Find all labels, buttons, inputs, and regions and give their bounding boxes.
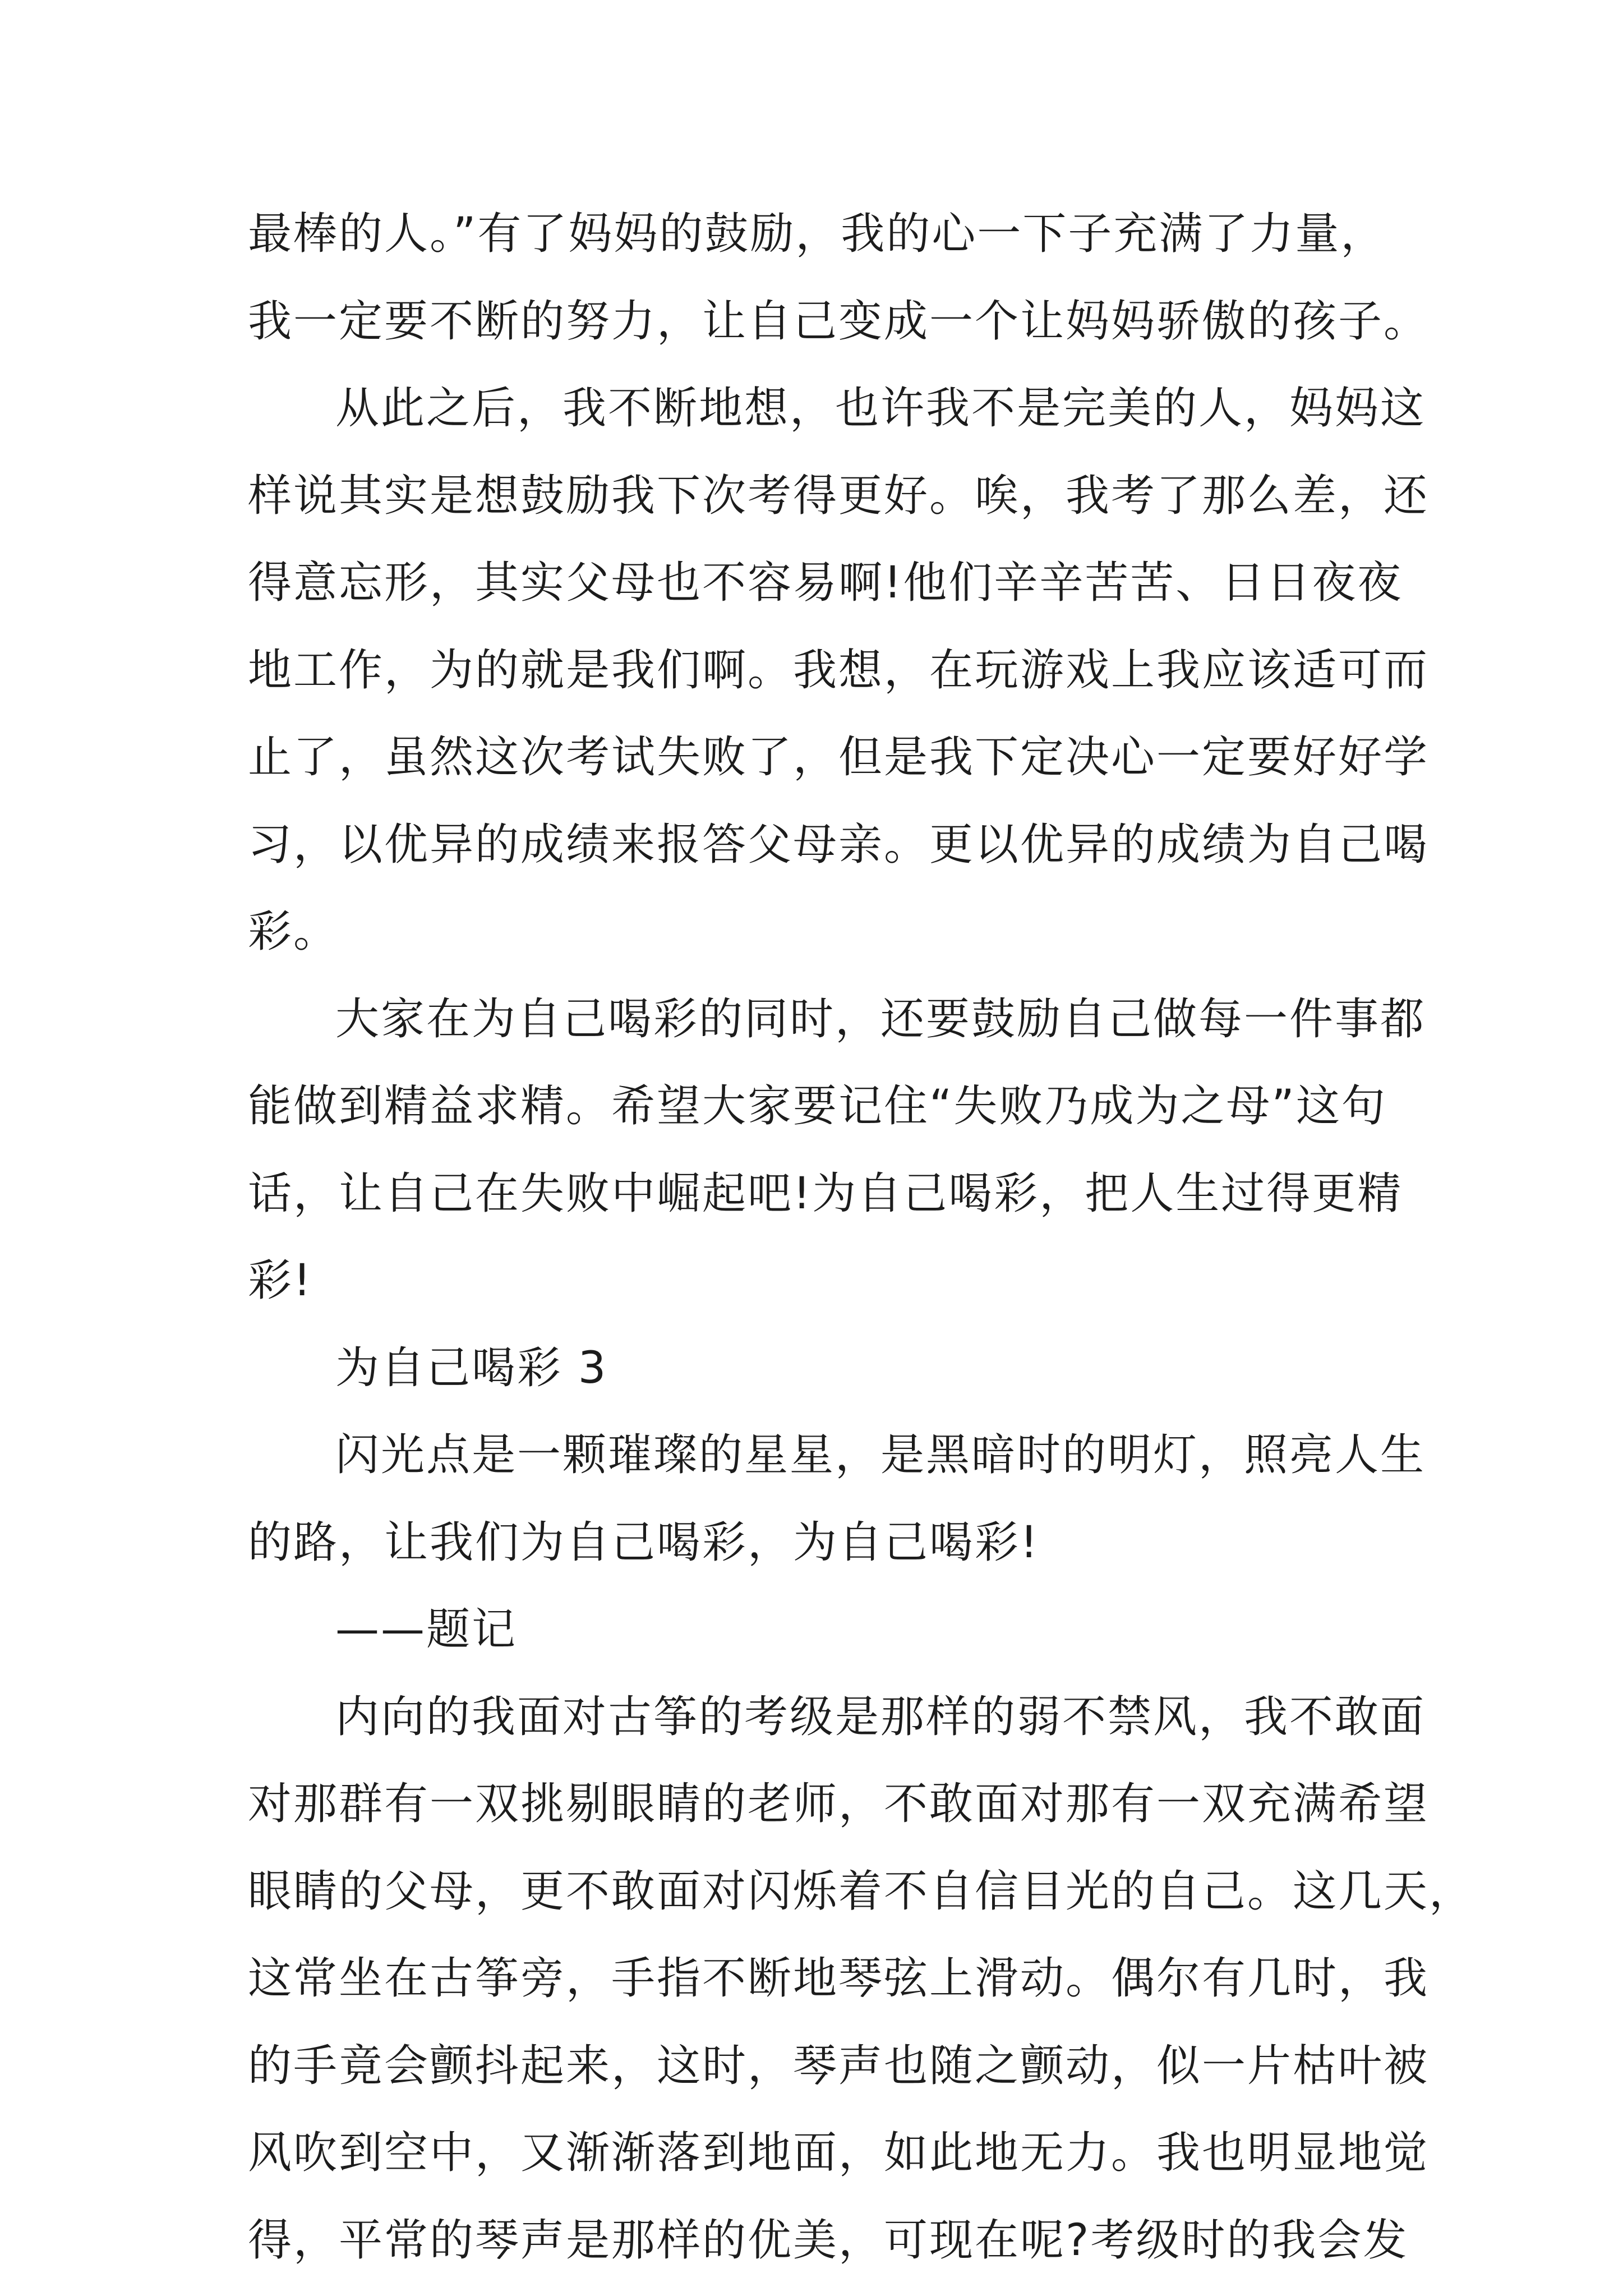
text-line: 话，让自己在失败中崛起吧!为自己喝彩，把人生过得更精 <box>248 1168 1403 1219</box>
text-line: 风吹到空中，又渐渐落到地面，如此地无力。我也明显地觉 <box>248 2128 1430 2178</box>
text-line: 我一定要不断的努力，让自己变成一个让妈妈骄傲的孩子。 <box>248 296 1430 347</box>
text-line: 闪光点是一颗璀璨的星星，是黑暗时的明灯，照亮人生 <box>335 1430 1426 1480</box>
text-line: 习，以优异的成绩来报答父母亲。更以优异的成绩为自己喝 <box>248 819 1430 870</box>
text-line: ——题记 <box>335 1604 518 1655</box>
text-line: 止了，虽然这次考试失败了，但是我下定决心一定要好好学 <box>248 732 1430 783</box>
essay-body <box>248 191 1475 2284</box>
text-line: 彩! <box>248 1255 313 1306</box>
text-line: 这常坐在古筝旁，手指不断地琴弦上滑动。偶尔有几时，我 <box>248 1953 1430 2004</box>
text-line: 得，平常的琴声是那样的优美，可现在呢?考级时的我会发 <box>248 2215 1409 2266</box>
text-line: 从此之后，我不断地想，也许我不是完美的人，妈妈这 <box>335 383 1426 434</box>
text-line: 为自己喝彩 3 <box>335 1342 608 1393</box>
text-line: 眼睛的父母，更不敢面对闪烁着不自信目光的自己。这几天， <box>248 1866 1475 1917</box>
text-line: 地工作，为的就是我们啊。我想，在玩游戏上我应该适可而 <box>248 645 1430 696</box>
text-line: 的手竟会颤抖起来，这时，琴声也随之颤动，似一片枯叶被 <box>248 2040 1430 2091</box>
text-line: 得意忘形，其实父母也不容易啊!他们辛辛苦苦、日日夜夜 <box>248 558 1403 608</box>
text-line: 大家在为自己喝彩的同时，还要鼓励自己做每一件事都 <box>335 993 1426 1045</box>
text-line: 样说其实是想鼓励我下次考得更好。唉，我考了那么差，还 <box>248 470 1430 521</box>
text-line: 最棒的人。”有了妈妈的鼓励，我的心一下子充满了力量， <box>248 209 1386 259</box>
text-line: 彩。 <box>248 907 339 957</box>
text-line: 对那群有一双挑剔眼睛的老师，不敢面对那有一双充满希望 <box>248 1779 1430 1829</box>
text-line: 的路，让我们为自己喝彩，为自己喝彩! <box>248 1517 1040 1568</box>
text-line: 能做到精益求精。希望大家要记住“失败乃成为之母”这句 <box>248 1081 1387 1131</box>
text-line: 内向的我面对古筝的考级是那样的弱不禁风，我不敢面 <box>335 1691 1426 1742</box>
